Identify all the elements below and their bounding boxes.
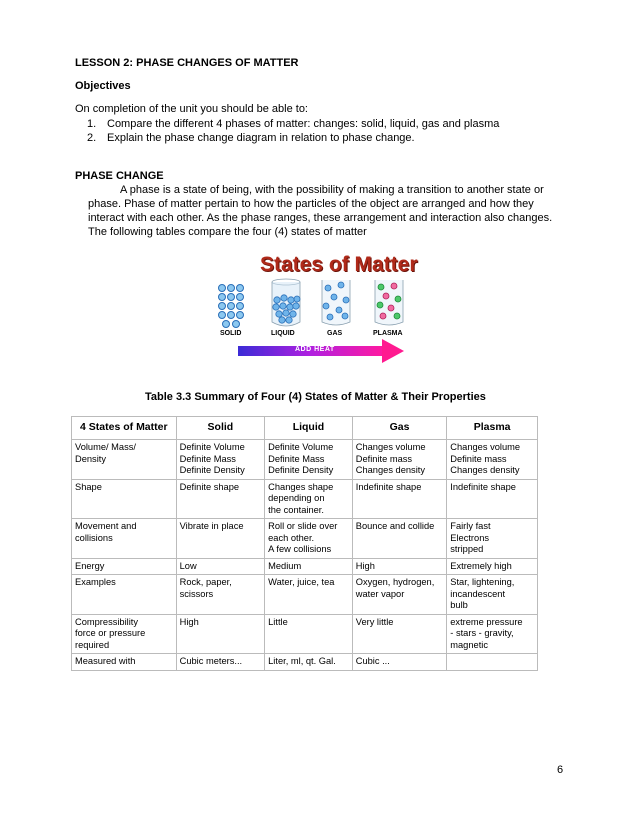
states-of-matter-figure: [210, 250, 435, 368]
table-cell: Low: [176, 558, 265, 575]
table-cell: Rock, paper, scissors: [176, 575, 265, 615]
liquid-label: LIQUID: [271, 330, 295, 337]
header-cell: Liquid: [265, 417, 353, 440]
table-cell: Little: [265, 614, 353, 654]
table-cell: Cubic meters...: [176, 654, 265, 671]
table-cell: Measured with: [72, 654, 177, 671]
table-cell: extreme pressure - stars - gravity, magnetic: [447, 614, 538, 654]
table-cell: Energy: [72, 558, 177, 575]
objectives-list: [75, 117, 499, 145]
table-row: [72, 440, 538, 480]
solid-label: SOLID: [220, 330, 242, 337]
plasma-label: PLASMA: [373, 330, 403, 337]
header-cell: Solid: [176, 417, 265, 440]
objective-item: [75, 131, 499, 145]
table-cell: Cubic ...: [352, 654, 447, 671]
table-cell: Definite Volume Definite Mass Definite Density: [176, 440, 265, 480]
figure-title: States of Matter: [260, 253, 418, 276]
objectives-intro: On completion of the unit you should be able to:: [75, 103, 308, 115]
table-row: [72, 519, 538, 559]
table-row: [72, 575, 538, 615]
add-heat-label: ADD HEAT: [295, 346, 335, 353]
table-cell: Medium: [265, 558, 353, 575]
table-cell: Star, lightening, incandescent bulb: [447, 575, 538, 615]
gas-particles: [322, 280, 350, 325]
header-cell: Plasma: [447, 417, 538, 440]
header-cell: 4 States of Matter: [72, 417, 177, 440]
page-number: 6: [557, 764, 564, 776]
table-cell: Roll or slide over each other. A few collisions: [265, 519, 353, 559]
objective-item: [75, 117, 499, 131]
table-cell: Movement and collisions: [72, 519, 177, 559]
objectives-heading: Objectives: [75, 80, 131, 92]
lesson-title: LESSON 2: PHASE CHANGES OF MATTER: [75, 57, 299, 69]
table-cell: Fairly fast Electrons stripped: [447, 519, 538, 559]
table-row: [72, 479, 538, 519]
table-cell: Liter, ml, qt. Gal.: [265, 654, 353, 671]
table-cell: Indefinite shape: [352, 479, 447, 519]
table-cell: Vibrate in place: [176, 519, 265, 559]
plasma-particles: [375, 280, 403, 325]
table-cell: Definite shape: [176, 479, 265, 519]
header-cell: Gas: [352, 417, 447, 440]
table-cell: Bounce and collide: [352, 519, 447, 559]
table-row: [72, 558, 538, 575]
table-cell: Changes volume Definite mass Changes density: [352, 440, 447, 480]
objective-number: 1.: [87, 118, 97, 130]
phase-change-heading: PHASE CHANGE: [75, 170, 164, 182]
table-cell: High: [352, 558, 447, 575]
table-row: [72, 654, 538, 671]
phase-change-paragraph: A phase is a state of being, with the possibility of making a transition to another state or phase. Phase of matter pertain to how the particles of the object are arranged and how they interact with each other. As the phase ranges, these arrangement and interaction also changes. The following tables compare the four (4) states of matter: [88, 184, 553, 238]
table-cell: Examples: [72, 575, 177, 615]
objective-number: 2.: [87, 132, 97, 144]
table-cell: Extremely high: [447, 558, 538, 575]
table-row: [72, 614, 538, 654]
table-cell: Oxygen, hydrogen, water vapor: [352, 575, 447, 615]
table-cell: [447, 654, 538, 671]
arrow-head-icon: [382, 339, 404, 363]
table-cell: Compressibility force or pressure required: [72, 614, 177, 654]
table-cell: Changes volume Definite mass Changes density: [447, 440, 538, 480]
table-cell: Volume/ Mass/ Density: [72, 440, 177, 480]
table-caption: Table 3.3 Summary of Four (4) States of Matter & Their Properties: [145, 391, 486, 403]
table-cell: Water, juice, tea: [265, 575, 353, 615]
table-cell: High: [176, 614, 265, 654]
objective-text: Explain the phase change diagram in relation to phase change.: [107, 132, 415, 144]
liquid-particles: [272, 279, 300, 326]
table-cell: Very little: [352, 614, 447, 654]
table-cell: Changes shape depending on the container.: [265, 479, 353, 519]
solid-particles: [219, 285, 244, 328]
gas-label: GAS: [327, 330, 343, 337]
states-of-matter-table: [71, 416, 538, 671]
table-cell: Definite Volume Definite Mass Definite Density: [265, 440, 353, 480]
table-cell: Shape: [72, 479, 177, 519]
table-cell: Indefinite shape: [447, 479, 538, 519]
table-header-row: [72, 417, 538, 440]
objective-text: Compare the different 4 phases of matter: changes: solid, liquid, gas and plasma: [107, 118, 500, 130]
